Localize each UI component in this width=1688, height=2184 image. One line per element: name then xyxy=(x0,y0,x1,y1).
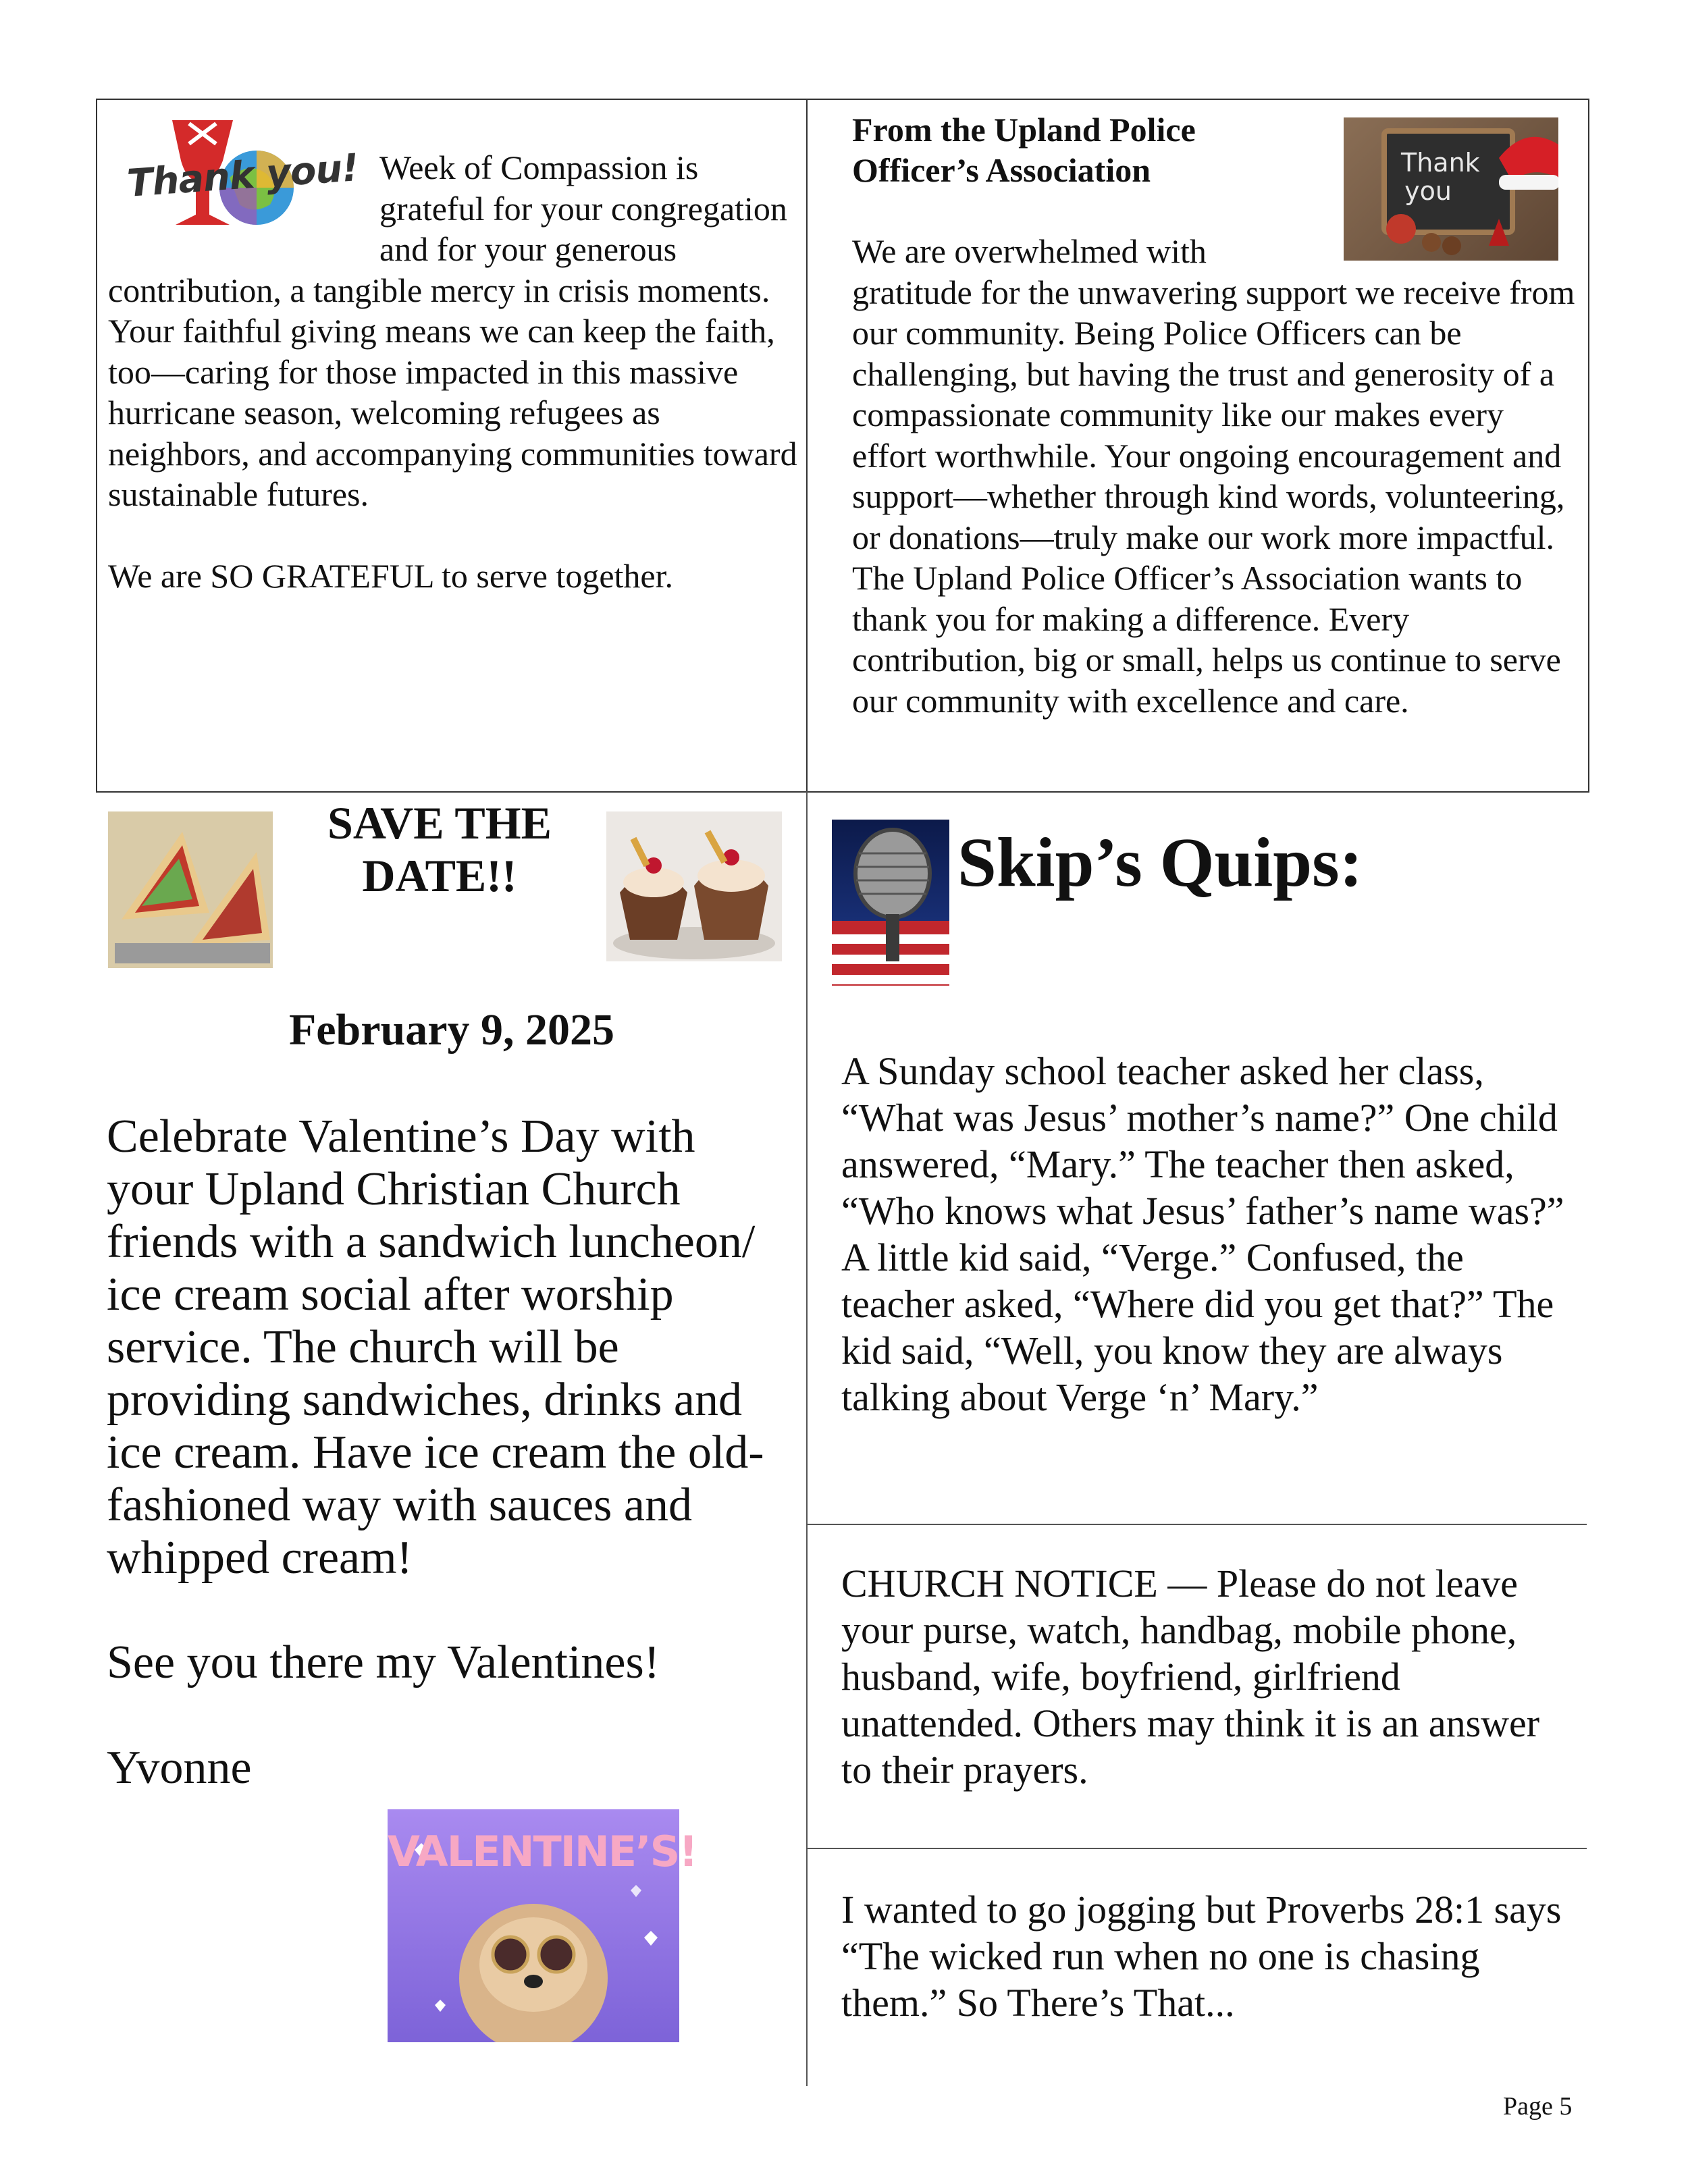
page-number: Page 5 xyxy=(1503,2092,1573,2121)
skips-quips-joke-1: A Sunday school teacher asked her class, “What was Jesus’ mother’s name?” One child answered, “Mary.” The teacher then asked, “Who knows what Jesus’ father’s name was?” A little kid said, “Verge.” Confused, the teacher asked, “Where did you get that?” The kid said, “Well, you know they are always talking about Verge ‘n’ Mary.” xyxy=(841,1049,1564,1419)
ice-cream-sundae-image xyxy=(606,811,782,961)
chalkboard-text: Thank you xyxy=(1401,148,1480,206)
week-of-compassion-paragraph-2: We are SO GRATEFUL to serve together. xyxy=(108,556,673,595)
week-of-compassion-text xyxy=(108,147,803,596)
week-of-compassion-paragraph-1: Week of Compassion is grateful for your congregation and for your generous contribution, a tangible mercy in crisis moments. Your faithful giving means we can keep the faith, too—caring for those impacted in this massive hurricane season, welcoming refugees as neighbors, and accompanying communities toward sustainable futures. xyxy=(108,149,797,513)
skips-quips-joke-3: I wanted to go jogging but Proverbs 28:1 says “The wicked run when no one is chasing them.” So There’s That... xyxy=(841,1888,1562,2025)
column-divider xyxy=(806,791,808,2086)
police-association-body: We are overwhelmed with gratitude for the unwavering support we receive from our community. Being Police Officers can be challenging, but having the trust and generosity of a compassionate community like our makes every effort worthwhile. Your ongoing encouragement and support—whether through kind words, volunteering, or donations—truly make our work more impactful. The Upland Police Officer’s Association wants to thank you for making a difference. Every contribution, big or small, helps us continue to serve our community with excellence and care. xyxy=(852,232,1575,720)
event-date: February 9, 2025 xyxy=(288,1005,615,1055)
skips-quips-joke-2: CHURCH NOTICE — Please do not leave your purse, watch, handbag, mobile phone, husband, wife, boyfriend, girlfriend unattended. Others may think it is an answer to their prayers. xyxy=(841,1562,1540,1792)
save-the-date-heading-line-1: SAVE THE xyxy=(327,797,552,849)
thank-you-logo-text: Thank you! xyxy=(126,146,360,206)
microphone-image xyxy=(832,820,949,986)
police-association-text xyxy=(852,231,1585,721)
save-the-date-heading-line-2: DATE!! xyxy=(362,850,517,901)
police-association-heading: From the Upland Police Officer’s Association xyxy=(852,111,1196,189)
sandwich-image xyxy=(108,811,273,968)
save-the-date-heading xyxy=(273,797,606,902)
quips-divider-1 xyxy=(808,1524,1587,1525)
save-the-date-signature: Yvonne xyxy=(107,1742,252,1794)
save-the-date-body: Celebrate Valentine’s Day with your Upland Christian Church friends with a sandwich luncheon/ ice cream social after worship service. The church will be providing sandwiches, drinks and ice cream. Have ice cream the old-fashioned way with sauces and whipped cream! xyxy=(107,1111,764,1584)
skips-quips-title: Skip’s Quips: xyxy=(957,824,1363,901)
valentine-image-text: VALENTINE’S! xyxy=(388,1827,697,1876)
quips-divider-2 xyxy=(808,1848,1587,1849)
save-the-date-closing: See you there my Valentines! xyxy=(107,1636,660,1688)
